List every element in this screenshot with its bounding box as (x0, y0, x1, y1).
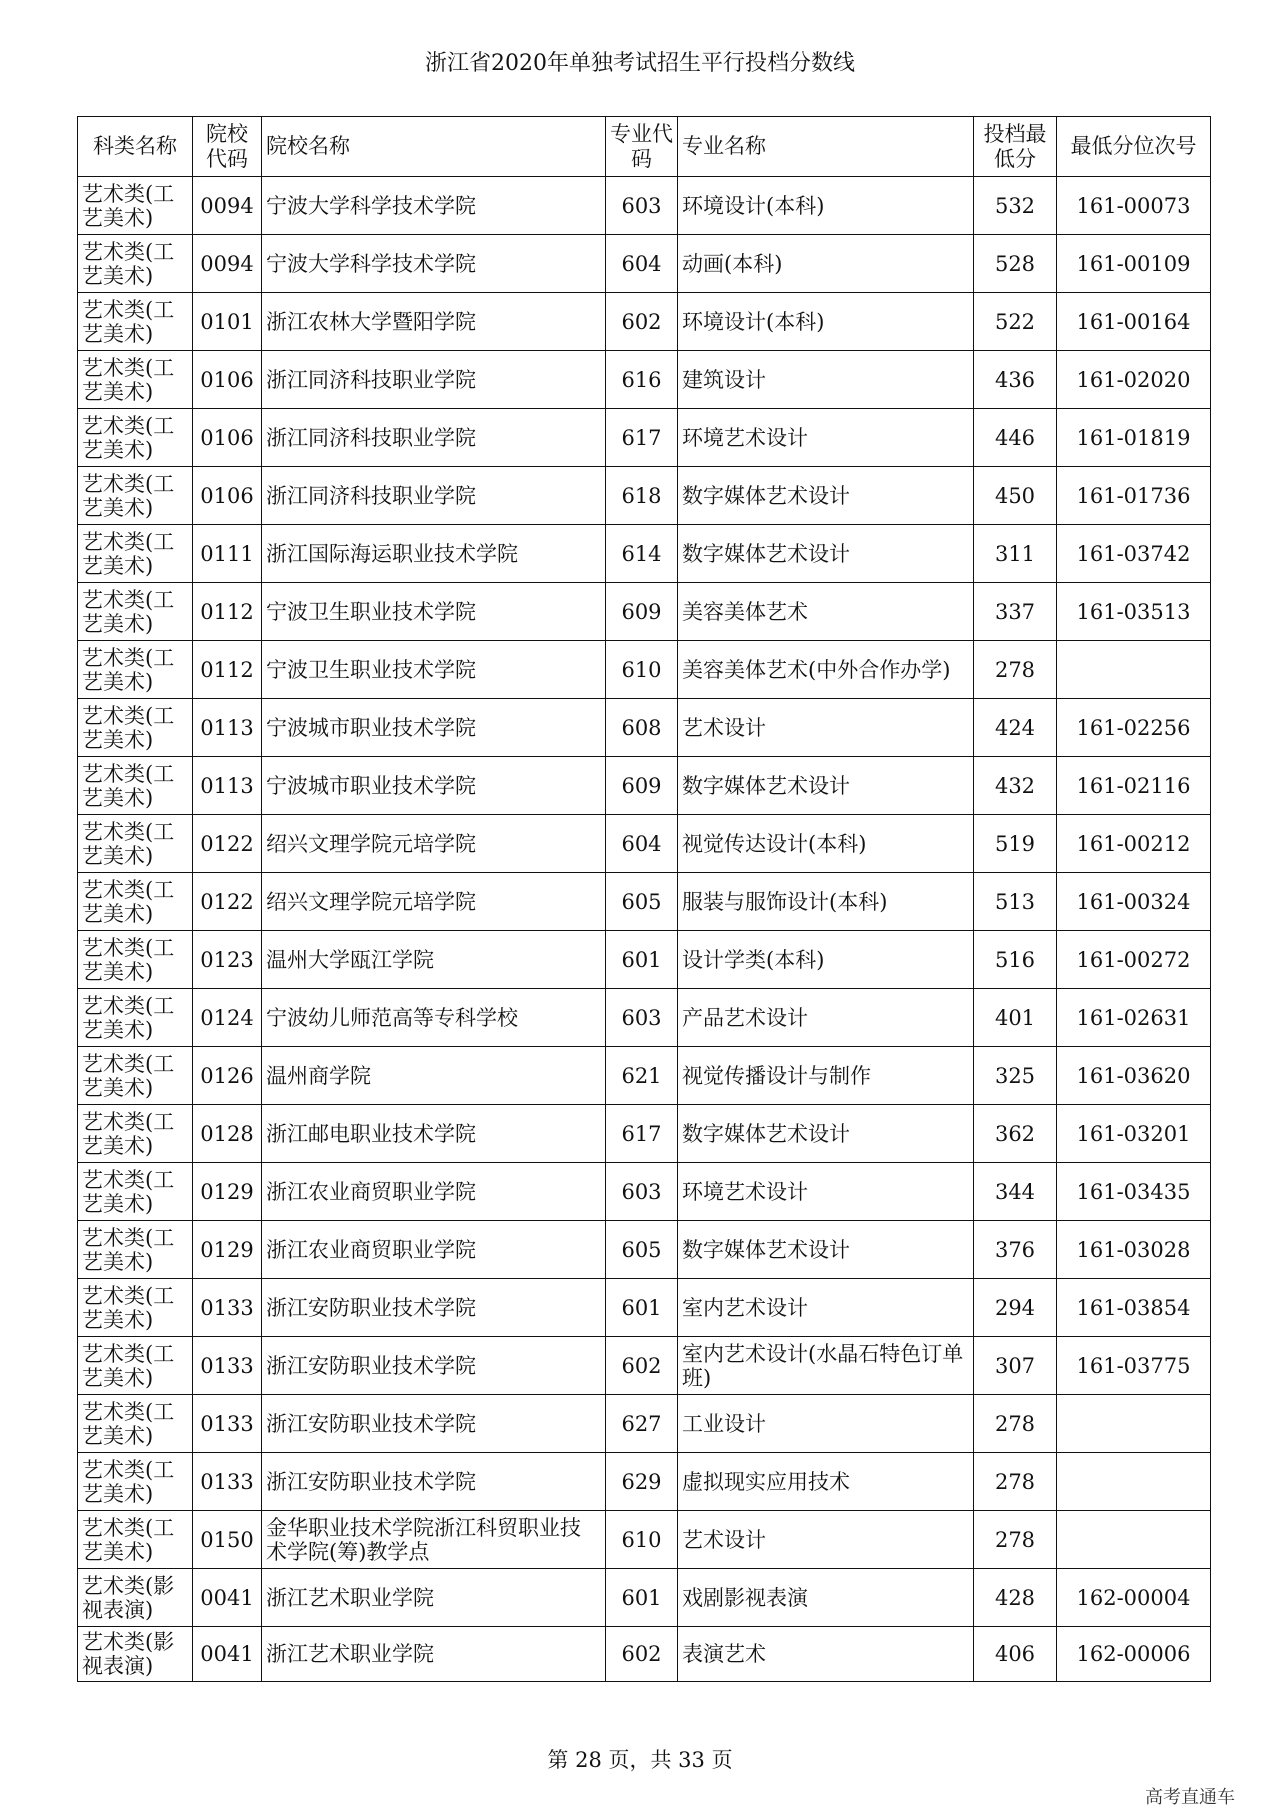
cell-category: 艺术类(工艺美术) (78, 409, 193, 467)
cell-rank: 161-03028 (1057, 1221, 1211, 1279)
cell-major-code: 603 (606, 177, 678, 235)
cell-school-name: 浙江同济科技职业学院 (262, 351, 606, 409)
cell-school-name: 宁波幼儿师范高等专科学校 (262, 989, 606, 1047)
cell-rank: 161-01819 (1057, 409, 1211, 467)
cell-school-name: 宁波卫生职业技术学院 (262, 641, 606, 699)
cell-category: 艺术类(工艺美术) (78, 641, 193, 699)
cell-min-score: 532 (974, 177, 1057, 235)
cell-category: 艺术类(工艺美术) (78, 815, 193, 873)
table-row (78, 931, 1211, 989)
cell-rank: 161-02256 (1057, 699, 1211, 757)
table-row (78, 873, 1211, 931)
cell-major-name: 环境设计(本科) (678, 293, 974, 351)
cell-school-code: 0041 (193, 1569, 262, 1627)
cell-major-code: 602 (606, 1337, 678, 1395)
cell-school-name: 浙江农林大学暨阳学院 (262, 293, 606, 351)
cell-major-code: 610 (606, 641, 678, 699)
cell-rank: 161-03742 (1057, 525, 1211, 583)
cell-category: 艺术类(工艺美术) (78, 1047, 193, 1105)
table-row (78, 293, 1211, 351)
cell-school-name: 宁波城市职业技术学院 (262, 757, 606, 815)
cell-major-code: 601 (606, 1569, 678, 1627)
cell-major-name: 数字媒体艺术设计 (678, 757, 974, 815)
cell-major-name: 美容美体艺术(中外合作办学) (678, 641, 974, 699)
cell-min-score: 436 (974, 351, 1057, 409)
cell-major-name: 艺术设计 (678, 699, 974, 757)
cell-major-code: 616 (606, 351, 678, 409)
cell-min-score: 294 (974, 1279, 1057, 1337)
cell-category: 艺术类(影视表演) (78, 1569, 193, 1627)
cell-school-code: 0111 (193, 525, 262, 583)
cell-min-score: 519 (974, 815, 1057, 873)
cell-school-code: 0126 (193, 1047, 262, 1105)
cell-major-code: 621 (606, 1047, 678, 1105)
cell-major-code: 609 (606, 757, 678, 815)
cell-rank (1057, 1511, 1211, 1569)
cell-min-score: 278 (974, 1511, 1057, 1569)
cell-category: 艺术类(工艺美术) (78, 1337, 193, 1395)
cell-min-score: 424 (974, 699, 1057, 757)
table-row (78, 1337, 1211, 1395)
cell-rank: 161-00073 (1057, 177, 1211, 235)
cell-major-code: 614 (606, 525, 678, 583)
cell-major-code: 601 (606, 931, 678, 989)
cell-min-score: 432 (974, 757, 1057, 815)
header-school-code: 院校代码 (193, 117, 262, 177)
cell-category: 艺术类(工艺美术) (78, 699, 193, 757)
cell-major-name: 数字媒体艺术设计 (678, 1105, 974, 1163)
cell-min-score: 450 (974, 467, 1057, 525)
cell-min-score: 362 (974, 1105, 1057, 1163)
page-title: 浙江省2020年单独考试招生平行投档分数线 (425, 51, 855, 76)
cell-major-name: 动画(本科) (678, 235, 974, 293)
page-footer: 第 28 页，共 33 页 (547, 1748, 733, 1772)
cell-school-code: 0129 (193, 1163, 262, 1221)
cell-school-code: 0113 (193, 699, 262, 757)
table-row (78, 235, 1211, 293)
cell-school-name: 宁波大学科学技术学院 (262, 177, 606, 235)
cell-rank: 161-02116 (1057, 757, 1211, 815)
cell-rank: 161-00324 (1057, 873, 1211, 931)
header-major-name: 专业名称 (678, 117, 974, 177)
cell-rank (1057, 641, 1211, 699)
cell-category: 艺术类(工艺美术) (78, 873, 193, 931)
cell-rank: 162-00006 (1057, 1627, 1211, 1682)
cell-major-code: 627 (606, 1395, 678, 1453)
header-rank: 最低分位次号 (1057, 117, 1211, 177)
cell-major-code: 604 (606, 815, 678, 873)
cell-school-code: 0112 (193, 583, 262, 641)
cell-category: 艺术类(影视表演) (78, 1627, 193, 1682)
cell-rank: 161-00109 (1057, 235, 1211, 293)
cell-category: 艺术类(工艺美术) (78, 1105, 193, 1163)
cell-major-name: 数字媒体艺术设计 (678, 467, 974, 525)
cell-category: 艺术类(工艺美术) (78, 467, 193, 525)
cell-major-name: 环境艺术设计 (678, 409, 974, 467)
header-min-score: 投档最低分 (974, 117, 1057, 177)
watermark: 高考直通车 (1145, 1787, 1235, 1808)
cell-major-name: 室内艺术设计 (678, 1279, 974, 1337)
cell-category: 艺术类(工艺美术) (78, 1221, 193, 1279)
cell-school-code: 0041 (193, 1627, 262, 1682)
cell-category: 艺术类(工艺美术) (78, 1395, 193, 1453)
table-header-row (78, 117, 1211, 177)
cell-school-code: 0094 (193, 235, 262, 293)
table-row (78, 815, 1211, 873)
cell-school-code: 0133 (193, 1395, 262, 1453)
cell-school-code: 0128 (193, 1105, 262, 1163)
cell-rank (1057, 1395, 1211, 1453)
cell-major-name: 虚拟现实应用技术 (678, 1453, 974, 1511)
cell-school-code: 0133 (193, 1337, 262, 1395)
cell-min-score: 311 (974, 525, 1057, 583)
cell-major-name: 室内艺术设计(水晶石特色订单班) (678, 1337, 974, 1395)
cell-school-name: 宁波城市职业技术学院 (262, 699, 606, 757)
cell-school-code: 0150 (193, 1511, 262, 1569)
table-row (78, 1221, 1211, 1279)
cell-major-name: 建筑设计 (678, 351, 974, 409)
table-row (78, 989, 1211, 1047)
cell-rank: 161-00272 (1057, 931, 1211, 989)
cell-category: 艺术类(工艺美术) (78, 1511, 193, 1569)
cell-major-code: 605 (606, 873, 678, 931)
cell-school-name: 浙江同济科技职业学院 (262, 409, 606, 467)
cell-school-code: 0123 (193, 931, 262, 989)
cell-major-code: 602 (606, 1627, 678, 1682)
cell-major-name: 表演艺术 (678, 1627, 974, 1682)
cell-school-code: 0129 (193, 1221, 262, 1279)
cell-school-name: 浙江安防职业技术学院 (262, 1395, 606, 1453)
cell-major-code: 617 (606, 1105, 678, 1163)
cell-rank: 161-03201 (1057, 1105, 1211, 1163)
cell-rank: 161-01736 (1057, 467, 1211, 525)
cell-major-name: 服装与服饰设计(本科) (678, 873, 974, 931)
cell-category: 艺术类(工艺美术) (78, 293, 193, 351)
cell-school-name: 宁波卫生职业技术学院 (262, 583, 606, 641)
cell-rank: 161-03435 (1057, 1163, 1211, 1221)
cell-major-code: 601 (606, 1279, 678, 1337)
cell-min-score: 325 (974, 1047, 1057, 1105)
cell-major-code: 610 (606, 1511, 678, 1569)
cell-rank: 161-03854 (1057, 1279, 1211, 1337)
cell-school-code: 0112 (193, 641, 262, 699)
cell-rank: 161-03775 (1057, 1337, 1211, 1395)
cell-school-code: 0113 (193, 757, 262, 815)
header-school-name: 院校名称 (262, 117, 606, 177)
cell-min-score: 513 (974, 873, 1057, 931)
cell-school-name: 浙江农业商贸职业学院 (262, 1221, 606, 1279)
cell-school-name: 宁波大学科学技术学院 (262, 235, 606, 293)
cell-major-code: 603 (606, 1163, 678, 1221)
table-row (78, 409, 1211, 467)
cell-school-code: 0094 (193, 177, 262, 235)
table-row (78, 351, 1211, 409)
header-major-code: 专业代码 (606, 117, 678, 177)
cell-major-name: 视觉传播设计与制作 (678, 1047, 974, 1105)
cell-major-name: 产品艺术设计 (678, 989, 974, 1047)
cell-rank: 161-00212 (1057, 815, 1211, 873)
cell-min-score: 307 (974, 1337, 1057, 1395)
cell-major-name: 美容美体艺术 (678, 583, 974, 641)
cell-category: 艺术类(工艺美术) (78, 1453, 193, 1511)
cell-major-name: 环境设计(本科) (678, 177, 974, 235)
cell-rank: 161-03513 (1057, 583, 1211, 641)
table-row (78, 699, 1211, 757)
cell-major-name: 戏剧影视表演 (678, 1569, 974, 1627)
cell-min-score: 337 (974, 583, 1057, 641)
cell-rank: 161-02631 (1057, 989, 1211, 1047)
cell-category: 艺术类(工艺美术) (78, 1279, 193, 1337)
cell-rank: 161-00164 (1057, 293, 1211, 351)
header-category: 科类名称 (78, 117, 193, 177)
cell-major-code: 617 (606, 409, 678, 467)
table-row (78, 1627, 1211, 1682)
cell-school-name: 浙江安防职业技术学院 (262, 1279, 606, 1337)
cell-min-score: 278 (974, 1453, 1057, 1511)
cell-rank: 161-03620 (1057, 1047, 1211, 1105)
cell-major-name: 数字媒体艺术设计 (678, 525, 974, 583)
cell-rank: 161-02020 (1057, 351, 1211, 409)
table-row (78, 1511, 1211, 1569)
table-row (78, 583, 1211, 641)
cell-min-score: 516 (974, 931, 1057, 989)
cell-school-name: 浙江国际海运职业技术学院 (262, 525, 606, 583)
cell-major-code: 604 (606, 235, 678, 293)
cell-school-name: 浙江同济科技职业学院 (262, 467, 606, 525)
cell-min-score: 446 (974, 409, 1057, 467)
table-row (78, 1569, 1211, 1627)
cell-major-code: 608 (606, 699, 678, 757)
table-row (78, 467, 1211, 525)
score-table (77, 116, 1211, 1682)
cell-major-code: 609 (606, 583, 678, 641)
cell-major-name: 工业设计 (678, 1395, 974, 1453)
cell-major-name: 视觉传达设计(本科) (678, 815, 974, 873)
cell-school-name: 浙江安防职业技术学院 (262, 1337, 606, 1395)
cell-school-code: 0133 (193, 1279, 262, 1337)
table-row (78, 1453, 1211, 1511)
cell-category: 艺术类(工艺美术) (78, 235, 193, 293)
cell-major-code: 603 (606, 989, 678, 1047)
cell-min-score: 344 (974, 1163, 1057, 1221)
cell-min-score: 401 (974, 989, 1057, 1047)
cell-school-name: 浙江艺术职业学院 (262, 1569, 606, 1627)
cell-category: 艺术类(工艺美术) (78, 351, 193, 409)
cell-rank: 162-00004 (1057, 1569, 1211, 1627)
table-row (78, 525, 1211, 583)
cell-school-code: 0106 (193, 351, 262, 409)
table-row (78, 641, 1211, 699)
cell-min-score: 278 (974, 1395, 1057, 1453)
cell-min-score: 278 (974, 641, 1057, 699)
table-row (78, 757, 1211, 815)
cell-major-code: 605 (606, 1221, 678, 1279)
cell-major-code: 629 (606, 1453, 678, 1511)
cell-min-score: 428 (974, 1569, 1057, 1627)
cell-category: 艺术类(工艺美术) (78, 757, 193, 815)
table-row (78, 1163, 1211, 1221)
cell-min-score: 406 (974, 1627, 1057, 1682)
cell-min-score: 528 (974, 235, 1057, 293)
cell-min-score: 376 (974, 1221, 1057, 1279)
cell-school-code: 0133 (193, 1453, 262, 1511)
cell-school-code: 0106 (193, 467, 262, 525)
cell-major-name: 设计学类(本科) (678, 931, 974, 989)
cell-school-code: 0101 (193, 293, 262, 351)
table-body (78, 177, 1211, 1682)
cell-school-name: 浙江艺术职业学院 (262, 1627, 606, 1682)
cell-category: 艺术类(工艺美术) (78, 583, 193, 641)
cell-school-code: 0122 (193, 815, 262, 873)
table-row (78, 1279, 1211, 1337)
table-row (78, 1395, 1211, 1453)
cell-major-name: 环境艺术设计 (678, 1163, 974, 1221)
cell-category: 艺术类(工艺美术) (78, 1163, 193, 1221)
cell-category: 艺术类(工艺美术) (78, 177, 193, 235)
table-row (78, 177, 1211, 235)
table-row (78, 1047, 1211, 1105)
cell-major-code: 602 (606, 293, 678, 351)
cell-school-name: 浙江农业商贸职业学院 (262, 1163, 606, 1221)
cell-min-score: 522 (974, 293, 1057, 351)
cell-school-name: 浙江邮电职业技术学院 (262, 1105, 606, 1163)
cell-school-name: 绍兴文理学院元培学院 (262, 873, 606, 931)
cell-rank (1057, 1453, 1211, 1511)
cell-school-code: 0122 (193, 873, 262, 931)
cell-major-name: 数字媒体艺术设计 (678, 1221, 974, 1279)
cell-school-name: 浙江安防职业技术学院 (262, 1453, 606, 1511)
cell-school-code: 0124 (193, 989, 262, 1047)
cell-school-name: 金华职业技术学院浙江科贸职业技术学院(筹)教学点 (262, 1511, 606, 1569)
cell-major-name: 艺术设计 (678, 1511, 974, 1569)
cell-major-code: 618 (606, 467, 678, 525)
table-row (78, 1105, 1211, 1163)
cell-category: 艺术类(工艺美术) (78, 525, 193, 583)
cell-school-code: 0106 (193, 409, 262, 467)
cell-school-name: 温州大学瓯江学院 (262, 931, 606, 989)
cell-school-name: 绍兴文理学院元培学院 (262, 815, 606, 873)
cell-category: 艺术类(工艺美术) (78, 931, 193, 989)
cell-category: 艺术类(工艺美术) (78, 989, 193, 1047)
cell-school-name: 温州商学院 (262, 1047, 606, 1105)
